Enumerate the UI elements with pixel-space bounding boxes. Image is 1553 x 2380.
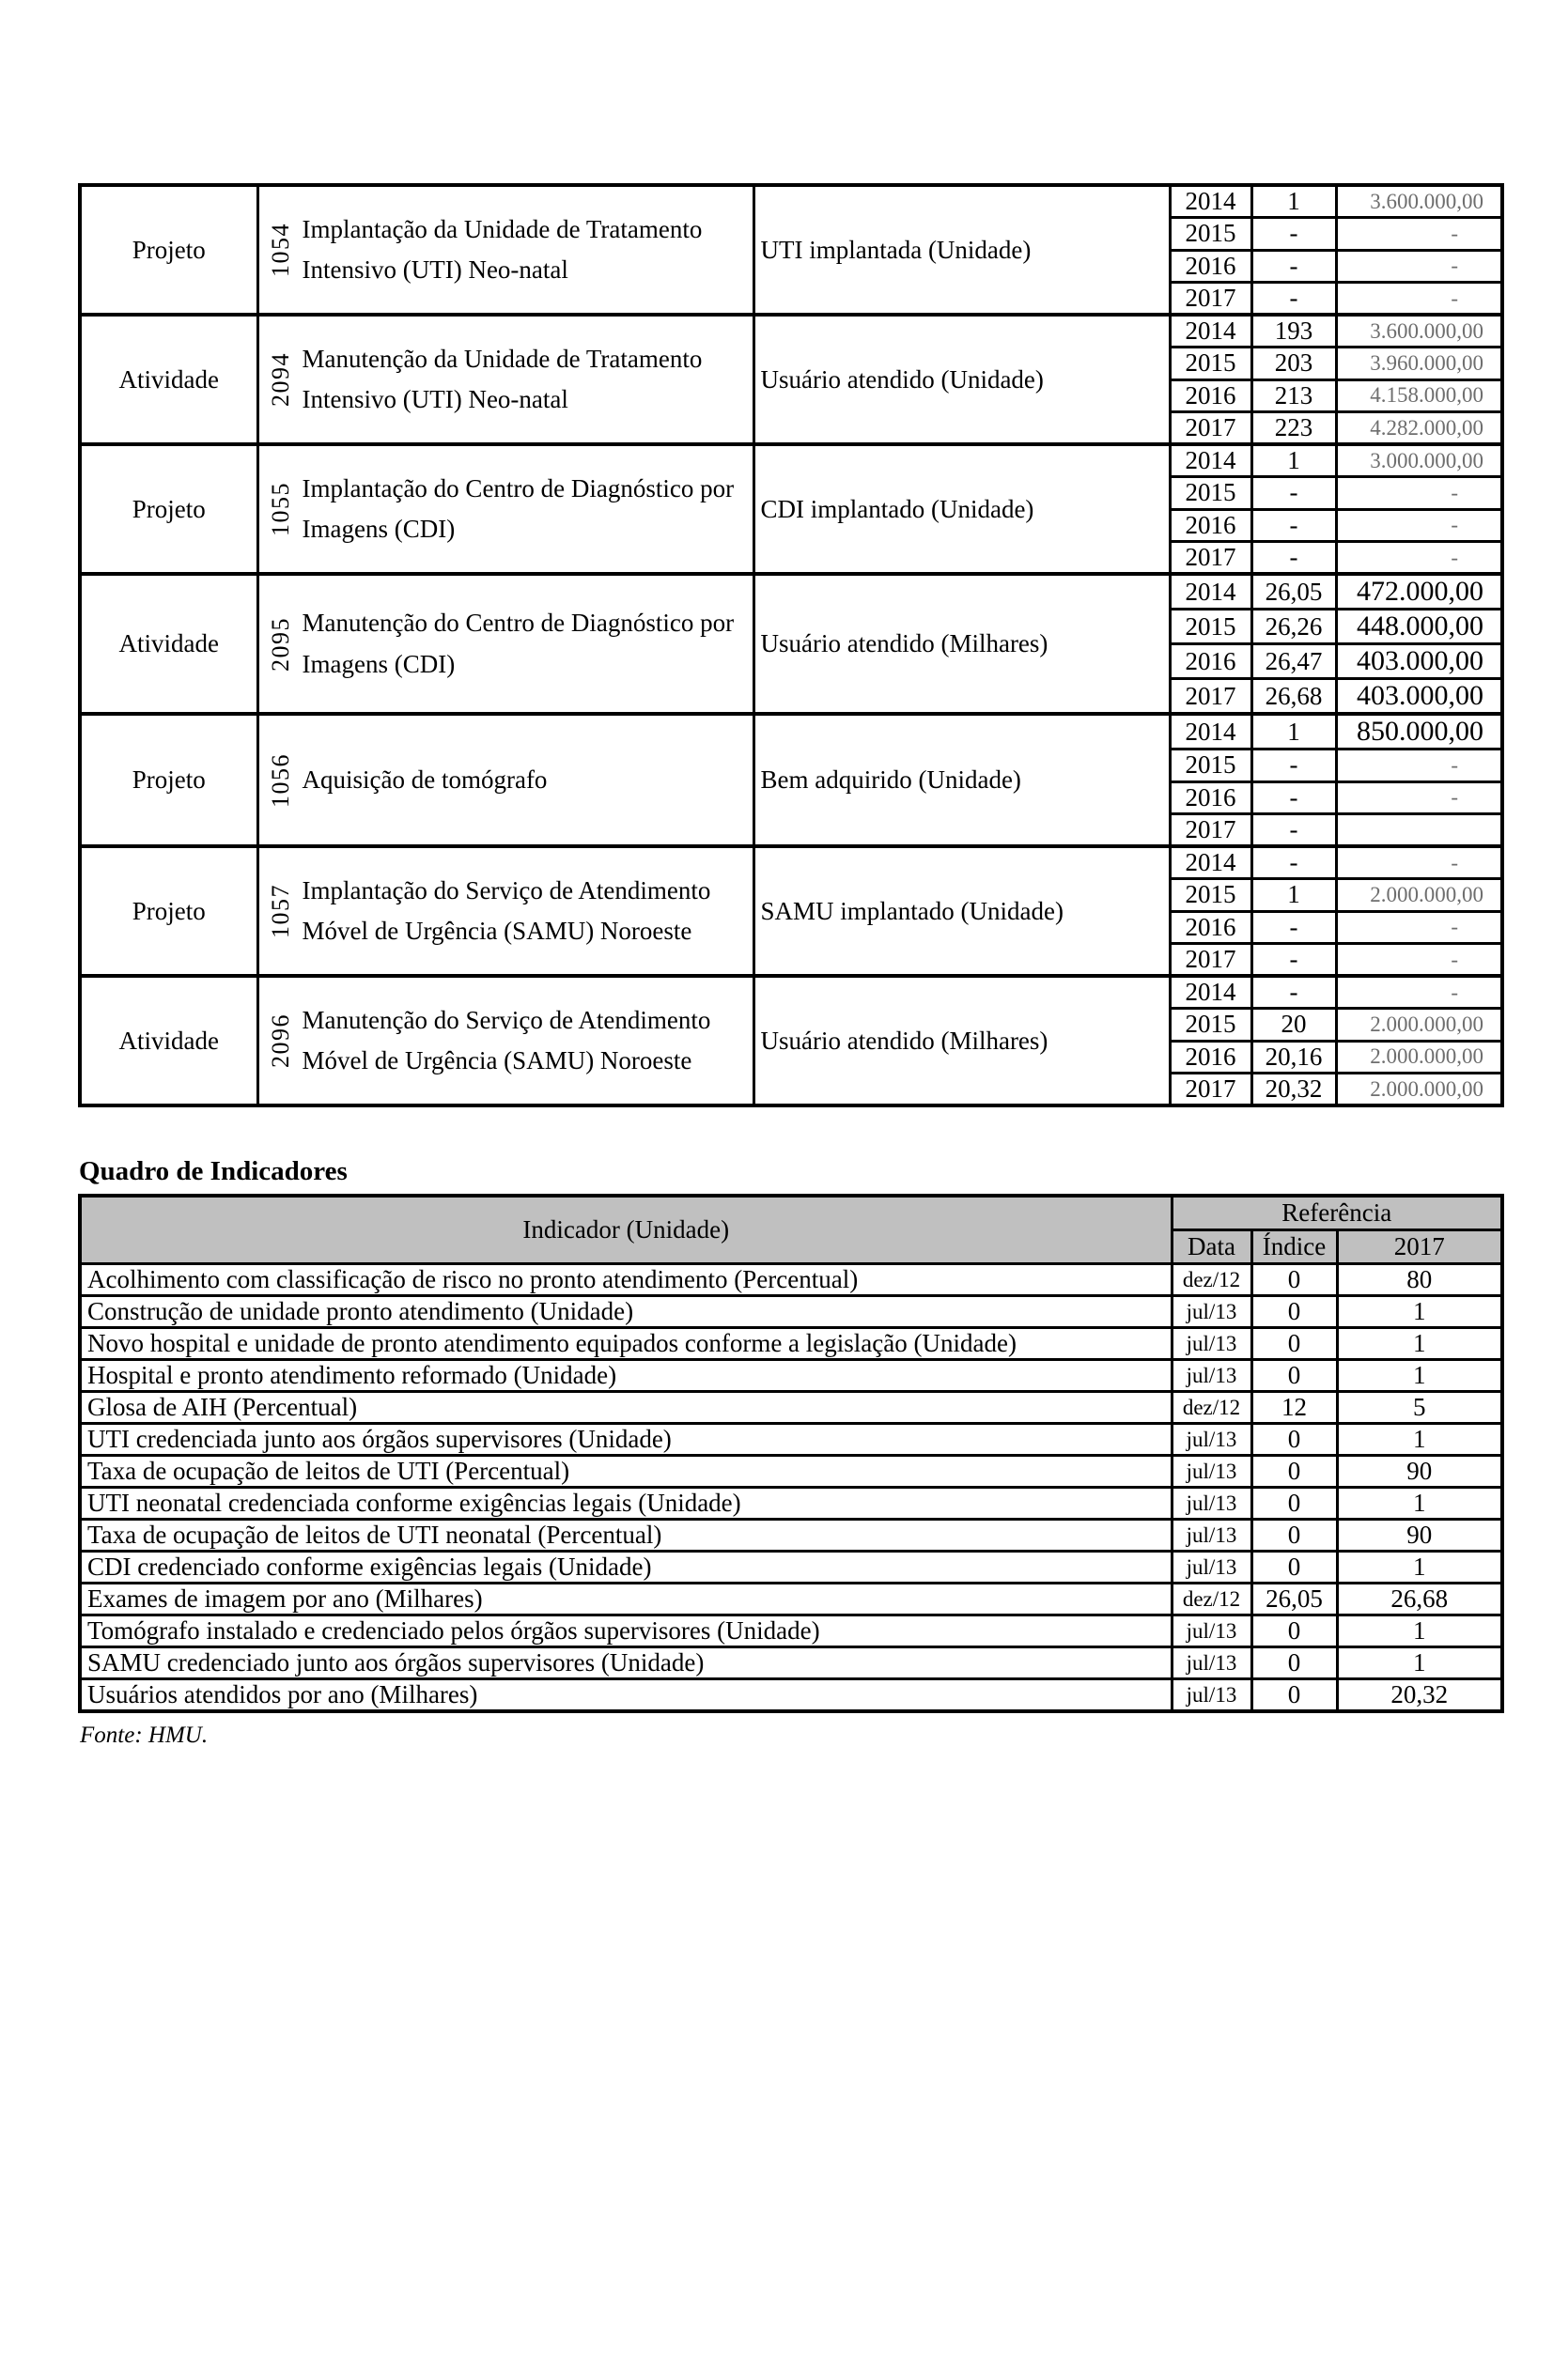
value-cell: 2.000.000,00: [1336, 879, 1502, 912]
reference-index: 0: [1251, 1552, 1337, 1584]
program-code-box: [259, 884, 303, 938]
value-cell: [1336, 814, 1502, 847]
target-2017: 1: [1337, 1328, 1502, 1360]
value-cell: 3.000.000,00: [1336, 444, 1502, 477]
program-code: 2095: [266, 616, 294, 672]
year-cell: 2015: [1170, 1009, 1251, 1042]
reference-date: jul/13: [1172, 1360, 1251, 1392]
program-type: Projeto: [80, 185, 257, 315]
indicator-row: [80, 1392, 1502, 1424]
date-column-header: Data: [1172, 1230, 1251, 1264]
year-cell: 2014: [1170, 714, 1251, 750]
value-cell: 448.000,00: [1336, 610, 1502, 644]
indicator-row: [80, 1424, 1502, 1456]
target-2017: 1: [1337, 1424, 1502, 1456]
result-indicator: SAMU implantado (Unidade): [753, 846, 1170, 976]
indicator-name: Taxa de ocupação de leitos de UTI neonatal (Percentual): [80, 1520, 1172, 1552]
year-cell: 2017: [1170, 814, 1251, 847]
value-cell: -: [1336, 976, 1502, 1009]
program-code: 1055: [266, 482, 294, 536]
program-description: Manutenção do Serviço de Atendimento Móvel de Urgência (SAMU) Noroeste: [302, 1005, 711, 1074]
result-indicator: UTI implantada (Unidade): [753, 185, 1170, 315]
target-2017: 90: [1337, 1456, 1502, 1488]
program-description: Manutenção do Centro de Diagnóstico por Imagens (CDI): [302, 609, 735, 678]
program-description-cell: [257, 574, 753, 714]
program-description-wrap: [259, 752, 753, 808]
program-block: [80, 574, 1502, 610]
target-2017: 1: [1337, 1615, 1502, 1647]
indicators-table: [78, 1194, 1504, 1713]
program-description-cell: [257, 185, 753, 315]
program-code: 1057: [266, 884, 294, 938]
reference-index: 0: [1251, 1456, 1337, 1488]
value-cell: -: [1336, 846, 1502, 879]
indicator-row: [80, 1520, 1502, 1552]
reference-index: 0: [1251, 1424, 1337, 1456]
reference-date: jul/13: [1172, 1520, 1251, 1552]
reference-index: 26,05: [1251, 1584, 1337, 1615]
reference-date: jul/13: [1172, 1679, 1251, 1712]
index-column-header: Índice: [1251, 1230, 1337, 1264]
reference-date: jul/13: [1172, 1296, 1251, 1328]
value-cell: 2.000.000,00: [1336, 1041, 1502, 1074]
program-description-wrap: [259, 209, 753, 290]
target-2017: 90: [1337, 1520, 1502, 1552]
year-cell: 2015: [1170, 477, 1251, 510]
year-cell: 2014: [1170, 444, 1251, 477]
target-2017: 5: [1337, 1392, 1502, 1424]
quantity-cell: 26,26: [1251, 610, 1336, 644]
value-cell: 4.158.000,00: [1336, 379, 1502, 412]
program-code-box: [259, 1013, 303, 1068]
result-indicator: CDI implantado (Unidade): [753, 444, 1170, 574]
value-cell: -: [1336, 477, 1502, 510]
reference-date: dez/12: [1172, 1264, 1251, 1296]
value-cell: 4.282.000,00: [1336, 412, 1502, 445]
value-cell: 3.600.000,00: [1336, 185, 1502, 218]
value-cell: -: [1336, 250, 1502, 283]
indicator-name: CDI credenciado conforme exigências legais (Unidade): [80, 1552, 1172, 1584]
program-block: [80, 976, 1502, 1009]
year-cell: 2016: [1170, 1041, 1251, 1074]
program-description-cell: [257, 444, 753, 574]
year-cell: 2014: [1170, 846, 1251, 879]
indicator-row: [80, 1456, 1502, 1488]
value-cell: 472.000,00: [1336, 574, 1502, 610]
quantity-cell: -: [1251, 944, 1336, 977]
reference-group-header: Referência: [1172, 1196, 1502, 1230]
reference-index: 0: [1251, 1264, 1337, 1296]
quantity-cell: 1: [1251, 714, 1336, 750]
value-cell: -: [1336, 509, 1502, 542]
source-note: Fonte: HMU.: [80, 1723, 209, 1748]
program-code-box: [259, 482, 303, 536]
program-description-wrap: [259, 603, 753, 684]
reference-date: jul/13: [1172, 1328, 1251, 1360]
target-2017: 1: [1337, 1647, 1502, 1679]
value-cell: 403.000,00: [1336, 679, 1502, 715]
program-code-box: [259, 616, 303, 672]
target-2017: 1: [1337, 1488, 1502, 1520]
year-cell: 2015: [1170, 218, 1251, 251]
value-cell: 3.960.000,00: [1336, 348, 1502, 380]
year-cell: 2015: [1170, 750, 1251, 782]
program-code-box: [259, 752, 303, 808]
year-cell: 2016: [1170, 509, 1251, 542]
program-block: [80, 846, 1502, 879]
program-description: Implantação da Unidade de Tratamento Intensivo (UTI) Neo-natal: [302, 214, 703, 284]
program-code: 2096: [266, 1013, 294, 1068]
program-description-wrap: [259, 469, 753, 549]
indicator-name: Taxa de ocupação de leitos de UTI (Percentual): [80, 1456, 1172, 1488]
year-cell: 2014: [1170, 185, 1251, 218]
target-2017: 1: [1337, 1360, 1502, 1392]
program-description-cell: [257, 976, 753, 1105]
year-cell: 2017: [1170, 542, 1251, 575]
result-indicator: Usuário atendido (Unidade): [753, 315, 1170, 444]
reference-date: dez/12: [1172, 1584, 1251, 1615]
program-code-box: [259, 223, 303, 277]
value-cell: -: [1336, 944, 1502, 977]
year-cell: 2016: [1170, 911, 1251, 944]
program-description-cell: [257, 315, 753, 444]
quantity-cell: 213: [1251, 379, 1336, 412]
quantity-cell: 26,05: [1251, 574, 1336, 610]
program-description: Implantação do Serviço de Atendimento Móvel de Urgência (SAMU) Noroeste: [302, 875, 711, 945]
quantity-cell: 20: [1251, 1009, 1336, 1042]
program-description-cell: [257, 714, 753, 846]
quantity-cell: -: [1251, 250, 1336, 283]
year-cell: 2016: [1170, 781, 1251, 814]
value-cell: 2.000.000,00: [1336, 1009, 1502, 1042]
quantity-cell: 26,68: [1251, 679, 1336, 715]
indicator-name: Acolhimento com classificação de risco no pronto atendimento (Percentual): [80, 1264, 1172, 1296]
program-description: Implantação do Centro de Diagnóstico por Imagens (CDI): [302, 473, 735, 543]
value-cell: -: [1336, 750, 1502, 782]
value-cell: -: [1336, 283, 1502, 316]
indicator-name: UTI neonatal credenciada conforme exigências legais (Unidade): [80, 1488, 1172, 1520]
indicator-row: [80, 1552, 1502, 1584]
quantity-cell: -: [1251, 814, 1336, 847]
quantity-cell: 20,16: [1251, 1041, 1336, 1074]
reference-date: jul/13: [1172, 1488, 1251, 1520]
program-block: [80, 315, 1502, 348]
program-type: Atividade: [80, 976, 257, 1105]
quantity-cell: 193: [1251, 315, 1336, 348]
reference-date: dez/12: [1172, 1392, 1251, 1424]
year-cell: 2016: [1170, 250, 1251, 283]
indicator-row: [80, 1584, 1502, 1615]
indicator-name: Tomógrafo instalado e credenciado pelos órgãos supervisores (Unidade): [80, 1615, 1172, 1647]
indicator-row: [80, 1360, 1502, 1392]
quantity-cell: -: [1251, 750, 1336, 782]
reference-date: jul/13: [1172, 1552, 1251, 1584]
indicator-row: [80, 1296, 1502, 1328]
year-cell: 2014: [1170, 574, 1251, 610]
program-description: Aquisição de tomógrafo: [302, 765, 548, 794]
target-2017: 26,68: [1337, 1584, 1502, 1615]
target-2017: 20,32: [1337, 1679, 1502, 1712]
reference-date: jul/13: [1172, 1456, 1251, 1488]
result-indicator: Bem adquirido (Unidade): [753, 714, 1170, 846]
reference-index: 0: [1251, 1615, 1337, 1647]
program-block: [80, 444, 1502, 477]
indicator-name: Glosa de AIH (Percentual): [80, 1392, 1172, 1424]
reference-date: jul/13: [1172, 1615, 1251, 1647]
program-description-cell: [257, 846, 753, 976]
value-cell: 2.000.000,00: [1336, 1074, 1502, 1106]
program-description-wrap: [259, 1000, 753, 1081]
year-cell: 2015: [1170, 348, 1251, 380]
year-cell: 2017: [1170, 944, 1251, 977]
program-description: Manutenção da Unidade de Tratamento Intensivo (UTI) Neo-natal: [302, 344, 703, 413]
value-cell: -: [1336, 911, 1502, 944]
quantity-cell: -: [1251, 976, 1336, 1009]
program-code: 1054: [266, 223, 294, 277]
year-cell: 2014: [1170, 315, 1251, 348]
target-2017: 80: [1337, 1264, 1502, 1296]
program-code-box: [259, 352, 303, 407]
indicator-row: [80, 1264, 1502, 1296]
indicator-row: [80, 1615, 1502, 1647]
reference-index: 0: [1251, 1360, 1337, 1392]
year-cell: 2017: [1170, 1074, 1251, 1106]
program-code: 2094: [266, 352, 294, 407]
target-2017: 1: [1337, 1552, 1502, 1584]
target-year-column-header: 2017: [1337, 1230, 1502, 1264]
indicator-name: Construção de unidade pronto atendimento (Unidade): [80, 1296, 1172, 1328]
reference-date: jul/13: [1172, 1424, 1251, 1456]
program-type: Projeto: [80, 444, 257, 574]
quantity-cell: -: [1251, 781, 1336, 814]
indicator-name: Exames de imagem por ano (Milhares): [80, 1584, 1172, 1615]
year-cell: 2016: [1170, 379, 1251, 412]
target-2017: 1: [1337, 1296, 1502, 1328]
quantity-cell: 20,32: [1251, 1074, 1336, 1106]
program-description-wrap: [259, 339, 753, 420]
reference-date: jul/13: [1172, 1647, 1251, 1679]
year-cell: 2017: [1170, 412, 1251, 445]
reference-index: 0: [1251, 1520, 1337, 1552]
indicator-name: Novo hospital e unidade de pronto atendimento equipados conforme a legislação (Unidade): [80, 1328, 1172, 1360]
year-cell: 2017: [1170, 679, 1251, 715]
year-cell: 2015: [1170, 879, 1251, 912]
indicator-row: [80, 1647, 1502, 1679]
indicator-column-header: Indicador (Unidade): [80, 1196, 1172, 1264]
value-cell: -: [1336, 218, 1502, 251]
year-cell: 2015: [1170, 610, 1251, 644]
quantity-cell: -: [1251, 218, 1336, 251]
reference-index: 0: [1251, 1328, 1337, 1360]
reference-index: 0: [1251, 1296, 1337, 1328]
reference-index: 12: [1251, 1392, 1337, 1424]
program-block: [80, 714, 1502, 750]
value-cell: -: [1336, 781, 1502, 814]
quantity-cell: -: [1251, 846, 1336, 879]
indicator-name: UTI credenciada junto aos órgãos supervisores (Unidade): [80, 1424, 1172, 1456]
quantity-cell: -: [1251, 509, 1336, 542]
quantity-cell: 223: [1251, 412, 1336, 445]
result-indicator: Usuário atendido (Milhares): [753, 574, 1170, 714]
quantity-cell: -: [1251, 477, 1336, 510]
program-description-wrap: [259, 871, 753, 951]
program-block: [80, 185, 1502, 218]
quantity-cell: -: [1251, 911, 1336, 944]
year-cell: 2016: [1170, 644, 1251, 679]
reference-index: 0: [1251, 1647, 1337, 1679]
indicator-name: Hospital e pronto atendimento reformado (Unidade): [80, 1360, 1172, 1392]
program-code: 1056: [266, 752, 294, 808]
year-cell: 2014: [1170, 976, 1251, 1009]
year-cell: 2017: [1170, 283, 1251, 316]
value-cell: 850.000,00: [1336, 714, 1502, 750]
value-cell: 403.000,00: [1336, 644, 1502, 679]
indicator-row: [80, 1328, 1502, 1360]
indicator-name: SAMU credenciado junto aos órgãos supervisores (Unidade): [80, 1647, 1172, 1679]
reference-index: 0: [1251, 1679, 1337, 1712]
indicator-row: [80, 1488, 1502, 1520]
programs-table: [78, 183, 1504, 1107]
indicator-name: Usuários atendidos por ano (Milhares): [80, 1679, 1172, 1712]
program-type: Projeto: [80, 846, 257, 976]
quantity-cell: 26,47: [1251, 644, 1336, 679]
value-cell: -: [1336, 542, 1502, 575]
quantity-cell: -: [1251, 542, 1336, 575]
program-type: Atividade: [80, 574, 257, 714]
quantity-cell: 1: [1251, 444, 1336, 477]
indicator-row: [80, 1679, 1502, 1712]
quantity-cell: 1: [1251, 879, 1336, 912]
quantity-cell: 1: [1251, 185, 1336, 218]
quantity-cell: 203: [1251, 348, 1336, 380]
quantity-cell: -: [1251, 283, 1336, 316]
result-indicator: Usuário atendido (Milhares): [753, 976, 1170, 1105]
reference-index: 0: [1251, 1488, 1337, 1520]
value-cell: 3.600.000,00: [1336, 315, 1502, 348]
indicators-title: Quadro de Indicadores: [79, 1156, 348, 1186]
program-type: Atividade: [80, 315, 257, 444]
program-type: Projeto: [80, 714, 257, 846]
